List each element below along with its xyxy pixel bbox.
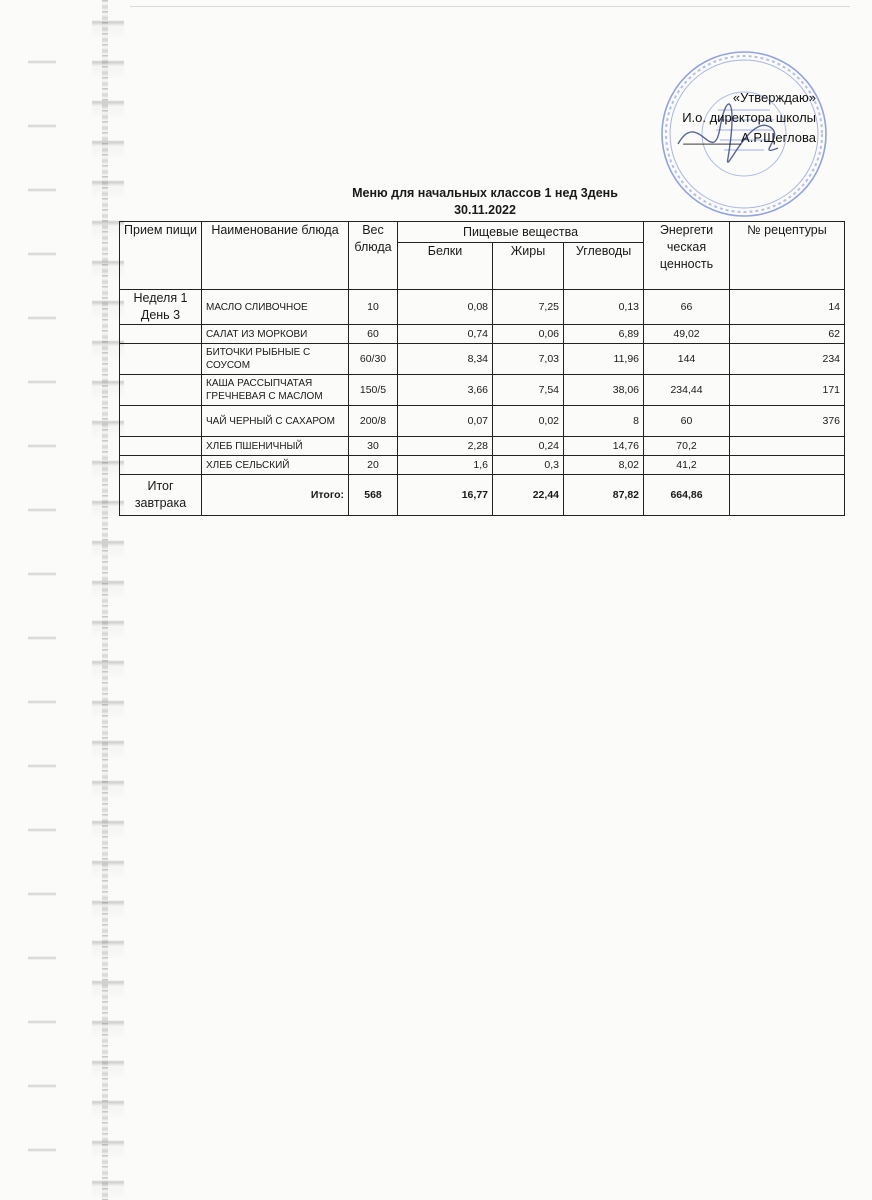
menu-title <box>300 185 670 219</box>
scan-binding-marks <box>28 0 56 1200</box>
dish-carbs: 0,13 <box>564 290 644 325</box>
approval-block <box>682 88 816 148</box>
dish-weight: 60 <box>349 325 398 344</box>
dish-protein: 0,08 <box>398 290 493 325</box>
dish-energy: 70,2 <box>644 437 730 456</box>
total-row <box>120 475 845 516</box>
header-weight: Вес блюда <box>349 222 398 290</box>
table-row <box>120 406 845 437</box>
dish-name: МАСЛО СЛИВОЧНОЕ <box>202 290 349 325</box>
dish-protein: 8,34 <box>398 344 493 375</box>
dish-weight: 150/5 <box>349 375 398 406</box>
dish-name: КАША РАССЫПЧАТАЯ ГРЕЧНЕВАЯ С МАСЛОМ <box>202 375 349 406</box>
table-row <box>120 290 845 325</box>
header-energy: Энергети ческая ценность <box>644 222 730 290</box>
dish-name: ЧАЙ ЧЕРНЫЙ С САХАРОМ <box>202 406 349 437</box>
approval-line-1: «Утверждаю» <box>732 90 816 105</box>
dish-carbs: 6,89 <box>564 325 644 344</box>
dish-protein: 1,6 <box>398 456 493 475</box>
dish-carbs: 38,06 <box>564 375 644 406</box>
dish-name: ХЛЕБ СЕЛЬСКИЙ <box>202 456 349 475</box>
dish-weight: 30 <box>349 437 398 456</box>
dish-fat: 0,3 <box>493 456 564 475</box>
total-energy: 664,86 <box>644 475 730 516</box>
meal-cell-empty <box>120 456 202 475</box>
dish-recipe: 14 <box>730 290 845 325</box>
dish-name: БИТОЧКИ РЫБНЫЕ С СОУСОМ <box>202 344 349 375</box>
dish-weight: 10 <box>349 290 398 325</box>
dish-recipe: 234 <box>730 344 845 375</box>
meal-cell-empty <box>120 344 202 375</box>
dish-carbs: 11,96 <box>564 344 644 375</box>
total-label: Итого: <box>202 475 349 516</box>
dish-recipe: 171 <box>730 375 845 406</box>
dish-name: ХЛЕБ ПШЕНИЧНЫЙ <box>202 437 349 456</box>
menu-title-line-1: Меню для начальных классов 1 нед 3день <box>352 186 618 200</box>
meal-cell-empty <box>120 437 202 456</box>
header-protein: Белки <box>398 243 493 290</box>
header-nutrients: Пищевые вещества <box>398 222 644 243</box>
dish-weight: 200/8 <box>349 406 398 437</box>
dish-energy: 49,02 <box>644 325 730 344</box>
header-meal: Прием пищи <box>120 222 202 290</box>
dish-energy: 41,2 <box>644 456 730 475</box>
dish-energy: 144 <box>644 344 730 375</box>
dish-energy: 234,44 <box>644 375 730 406</box>
dish-name: САЛАТ ИЗ МОРКОВИ <box>202 325 349 344</box>
total-recipe <box>730 475 845 516</box>
header-dish: Наименование блюда <box>202 222 349 290</box>
table-row <box>120 375 845 406</box>
table-row <box>120 344 845 375</box>
header-carbs: Углеводы <box>564 243 644 290</box>
dish-protein: 3,66 <box>398 375 493 406</box>
approval-line-3: ________А.Р.Щеглова <box>683 130 816 145</box>
total-fat: 22,44 <box>493 475 564 516</box>
total-carbs: 87,82 <box>564 475 644 516</box>
dish-weight: 20 <box>349 456 398 475</box>
dish-fat: 0,02 <box>493 406 564 437</box>
total-weight: 568 <box>349 475 398 516</box>
dish-energy: 66 <box>644 290 730 325</box>
header-recipe: № рецептуры <box>730 222 845 290</box>
dish-protein: 0,07 <box>398 406 493 437</box>
dish-fat: 0,24 <box>493 437 564 456</box>
dish-fat: 7,03 <box>493 344 564 375</box>
table-row <box>120 456 845 475</box>
menu-table <box>119 221 845 516</box>
dish-recipe <box>730 456 845 475</box>
table-row <box>120 325 845 344</box>
dish-protein: 2,28 <box>398 437 493 456</box>
total-meal-label: Итог завтрака <box>120 475 202 516</box>
dish-recipe: 376 <box>730 406 845 437</box>
dish-fat: 7,54 <box>493 375 564 406</box>
scan-top-edge <box>130 6 850 7</box>
meal-cell-empty <box>120 325 202 344</box>
dish-recipe: 62 <box>730 325 845 344</box>
approval-line-2: И.о. директора школы <box>682 110 816 125</box>
dish-fat: 7,25 <box>493 290 564 325</box>
dish-fat: 0,06 <box>493 325 564 344</box>
header-fat: Жиры <box>493 243 564 290</box>
dish-carbs: 8,02 <box>564 456 644 475</box>
dish-recipe <box>730 437 845 456</box>
dish-protein: 0,74 <box>398 325 493 344</box>
meal-cell-empty <box>120 375 202 406</box>
total-protein: 16,77 <box>398 475 493 516</box>
meal-cell-empty <box>120 406 202 437</box>
dish-carbs: 14,76 <box>564 437 644 456</box>
dish-energy: 60 <box>644 406 730 437</box>
dish-weight: 60/30 <box>349 344 398 375</box>
scan-binding-edge <box>92 0 124 1200</box>
meal-day-label: Неделя 1 День 3 <box>120 290 202 325</box>
dish-carbs: 8 <box>564 406 644 437</box>
menu-title-date: 30.11.2022 <box>454 203 516 217</box>
table-row <box>120 437 845 456</box>
